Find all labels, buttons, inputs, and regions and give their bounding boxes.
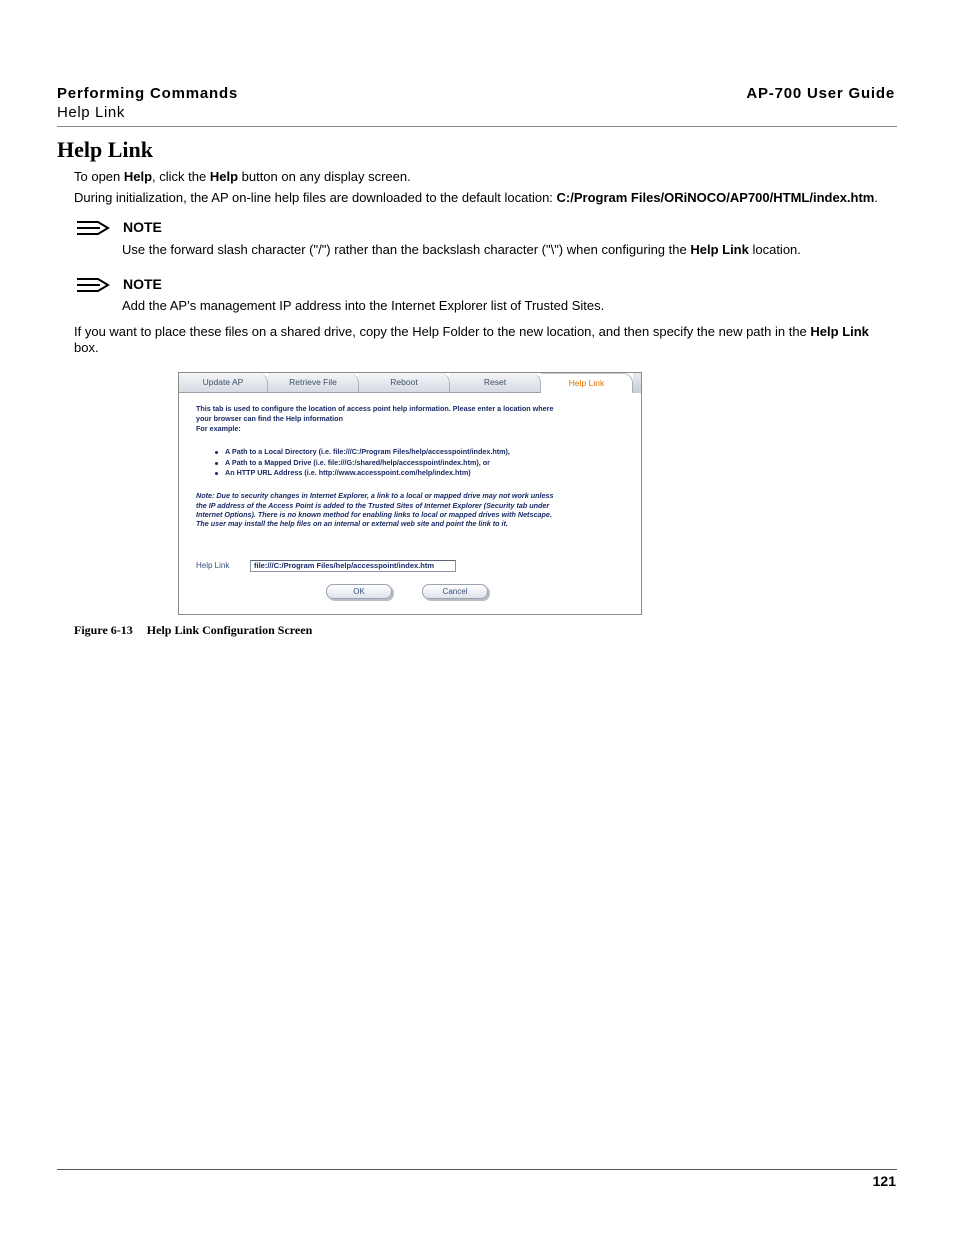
page-number: 121 [872, 1173, 896, 1189]
cancel-button[interactable]: Cancel [422, 584, 488, 599]
bold-term: Help Link [810, 324, 869, 339]
shared-drive-paragraph [74, 324, 894, 356]
help-link-label: Help Link [196, 561, 230, 570]
tab-retrieve-file[interactable]: Retrieve File [268, 373, 359, 393]
note-body: Use the forward slash character ("/") rather than the backslash character ("\") when configuring the [122, 242, 691, 257]
note-title: NOTE [123, 219, 162, 235]
tab-update-ap[interactable]: Update AP [179, 373, 268, 393]
example-item: An HTTP URL Address (i.e. http://www.accesspoint.com/help/index.htm) [225, 468, 471, 477]
paragraph-text: If you want to place these files on a shared drive, copy the Help Folder to the new location, and then specify the new path in the [74, 324, 811, 339]
tab-bar [179, 373, 641, 393]
example-item: A Path to a Local Directory (i.e. file:///C:/Program Files/help/accesspoint/index.htm), [225, 447, 510, 456]
intro-text: . [874, 190, 878, 205]
bold-term: Help [123, 169, 153, 184]
security-note-line: the IP address of the Access Point is added to the Trusted Sites of Internet Explorer (Security tab under [196, 501, 550, 510]
security-note-line: Internet Options). There is no known method for enabling links to local or mapped drives with Netscape. [196, 510, 552, 519]
figure-number: Figure 6-13 [74, 623, 133, 637]
intro-text: During initialization, the AP on-line help files are downloaded to the default location: [74, 190, 557, 205]
note-text [122, 242, 801, 258]
description-line: your browser can find the Help information [196, 414, 343, 423]
chapter-title: Performing Commands [57, 85, 239, 102]
figure-caption [74, 623, 312, 638]
intro-text: To open [74, 169, 124, 184]
tab-reboot[interactable]: Reboot [359, 373, 450, 393]
guide-title: AP-700 User Guide [746, 85, 895, 102]
intro-paragraph-1 [74, 169, 411, 185]
bold-term: Help Link [690, 242, 749, 257]
security-note-line: Note: Due to security changes in Internet Explorer, a link to a local or mapped drive may not work unless [196, 491, 554, 500]
header-rule [57, 126, 897, 127]
tab-reset[interactable]: Reset [450, 373, 541, 393]
tab-bar-edge [633, 373, 641, 393]
help-link-screen-figure [178, 372, 642, 615]
note-arrow-icon [76, 277, 110, 293]
bullet-icon [215, 462, 218, 465]
paragraph-text: box. [74, 340, 99, 355]
section-heading: Help Link [57, 137, 153, 162]
example-item: A Path to a Mapped Drive (i.e. file:///G:/shared/help/accesspoint/index.htm), or [225, 458, 490, 467]
default-path: C:/Program Files/ORiNOCO/AP700/HTML/index.htm [556, 190, 875, 205]
tab-help-link[interactable]: Help Link [541, 373, 633, 393]
running-header-left [57, 85, 238, 122]
bold-term: Help [209, 169, 239, 184]
intro-paragraph-2 [74, 190, 878, 206]
section-subtitle: Help Link [57, 104, 125, 121]
description-line: This tab is used to configure the location of access point help information. Please enter a location where [196, 404, 554, 413]
description-line: For example: [196, 424, 241, 433]
bullet-icon [215, 472, 218, 475]
intro-text: , click the [152, 169, 210, 184]
intro-text: button on any display screen. [238, 169, 411, 184]
security-note-line: The user may install the help files on an internal or external web site and point the link to it. [196, 519, 508, 528]
note-body: location. [748, 242, 801, 257]
note-arrow-icon [76, 220, 110, 236]
ok-button[interactable]: OK [326, 584, 392, 599]
note-title: NOTE [123, 276, 162, 292]
footer-rule [57, 1169, 897, 1170]
note-text: Add the AP’s management IP address into the Internet Explorer list of Trusted Sites. [122, 298, 605, 313]
bullet-icon [215, 451, 218, 454]
help-link-input[interactable]: file:///C:/Program Files/help/accesspoint/index.htm [250, 560, 456, 572]
figure-title: Help Link Configuration Screen [146, 623, 313, 637]
